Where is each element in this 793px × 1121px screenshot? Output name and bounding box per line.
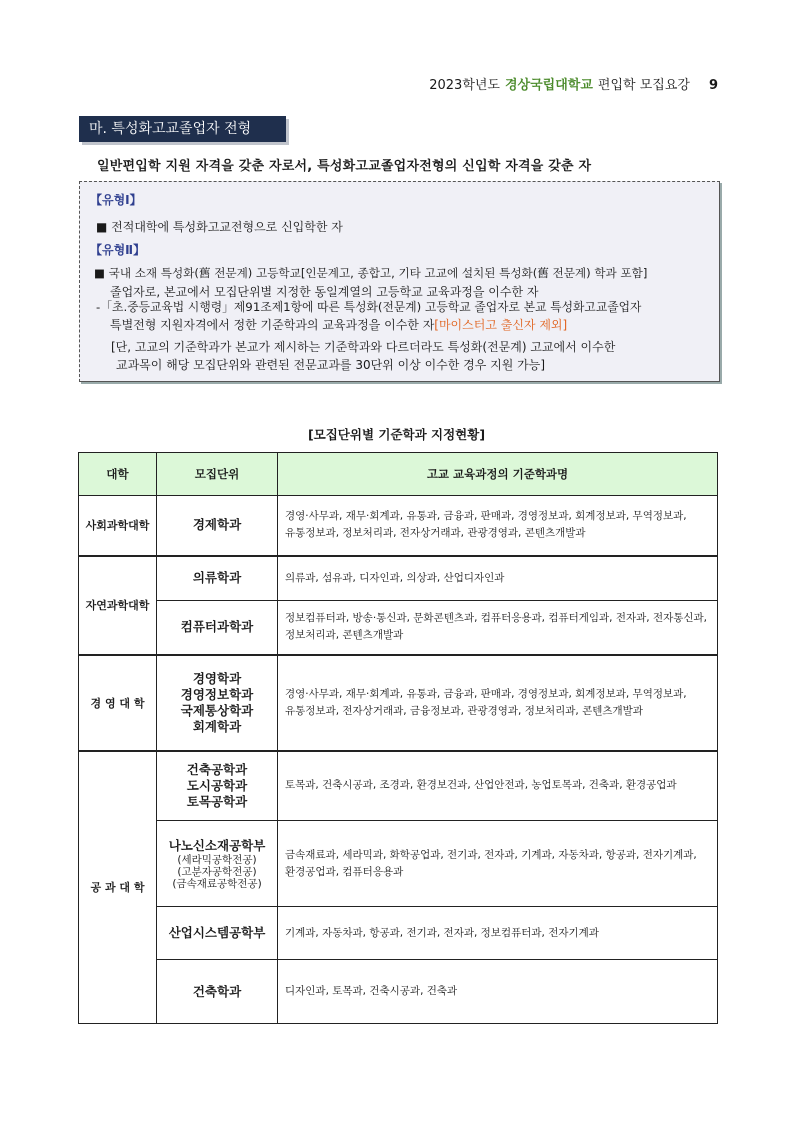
note-line1: [단, 고교의 기준학과가 본교가 제시하는 기준학과와 다르더라도 특성화(전문계) 고교에서 이수한 [111, 340, 616, 354]
type2-label: 【유형Ⅱ】 [90, 243, 146, 257]
unit-cell [157, 751, 278, 821]
unit-sub-major: (세라믹공학전공) [177, 853, 257, 866]
type1-line: ■ 전적대학에 특성화고교전형으로 신입학한 자 [96, 220, 343, 234]
section-title: 마. 특성화고교졸업자 전형 [79, 116, 286, 142]
unit-name: 건축공학과 [186, 761, 248, 777]
majors-cell [278, 751, 718, 821]
qualification-box [79, 181, 720, 382]
college-cell: 경 영 대 학 [79, 655, 157, 751]
unit-name: 토목공학과 [186, 793, 248, 809]
majors-line: 유통정보과, 전자상거래과, 금융정보과, 관광경영과, 정보처리과, 콘텐츠개발과 [285, 704, 643, 717]
table-title: [모집단위별 기준학과 지정현황] [307, 427, 486, 442]
unit-name: 건축학과 [192, 983, 242, 999]
meister-exclusion-note: [마이스터고 출신자 제외] [434, 318, 568, 332]
unit-cell [157, 821, 278, 907]
standard-department-table [78, 452, 718, 1024]
type2-line4-text: 특별전형 지원자격에서 정한 기준학과의 교육과정을 이수한 자 [110, 318, 435, 332]
table-row [79, 907, 718, 960]
majors-line: 경영·사무과, 재무·회계과, 유통과, 금융과, 판매과, 경영정보과, 회계정보과, 무역정보과, [285, 510, 687, 523]
type2-line4 [110, 315, 567, 335]
section-subtitle: 일반편입학 지원 자격을 갖춘 자로서, 특성화고교졸업자전형의 신입학 자격을 갖춘 자 [97, 159, 592, 174]
header-majors: 고교 교육과정의 기준학과명 [278, 453, 718, 496]
majors-line: 환경공업과, 컴퓨터응용과 [285, 865, 404, 878]
table-row [79, 496, 718, 556]
majors-line: 유통정보과, 정보처리과, 전자상거래과, 관광경영과, 콘텐츠개발과 [285, 527, 586, 540]
table-row [79, 655, 718, 751]
table-header-row [79, 453, 718, 496]
majors-cell [278, 601, 718, 655]
majors-line: 디자인과, 토목과, 건축시공과, 건축과 [285, 985, 458, 997]
unit-sub-major: (고분자공학전공) [177, 865, 257, 878]
unit-cell [157, 655, 278, 751]
unit-name: 국제통상학과 [180, 702, 254, 718]
unit-name: 산업시스템공학부 [168, 925, 266, 940]
page-header [429, 74, 718, 93]
type1-label: 【유형Ⅰ】 [90, 193, 142, 207]
unit-sub-major: (금속재료공학전공) [172, 877, 262, 890]
majors-cell [278, 556, 718, 601]
majors-cell [278, 821, 718, 907]
unit-name: 나노신소재공학부 [168, 837, 266, 853]
majors-line: 기계과, 자동차과, 항공과, 전기과, 전자과, 정보컴퓨터과, 전자기계과 [285, 926, 599, 939]
table-row [79, 601, 718, 655]
college-cell: 사회과학대학 [79, 496, 157, 556]
unit-name: 경제학과 [192, 517, 242, 533]
table-row [79, 960, 718, 1024]
majors-cell [278, 655, 718, 751]
page-number: 9 [708, 78, 718, 93]
college-cell: 자연과학대학 [79, 556, 157, 655]
header-unit: 모집단위 [157, 453, 278, 496]
unit-cell [157, 556, 278, 601]
unit-cell [157, 601, 278, 655]
table-row [79, 751, 718, 821]
unit-name: 회계학과 [192, 718, 242, 734]
majors-line: 금속재료과, 세라믹과, 화학공업과, 전기과, 전자과, 기계과, 자동차과, 항공과, 전자기계과, [285, 848, 697, 861]
unit-cell [157, 907, 278, 960]
majors-cell [278, 960, 718, 1024]
majors-line: 의류과, 섬유과, 디자인과, 의상과, 산업디자인과 [285, 571, 505, 584]
type2-line2: 졸업자로, 본교에서 모집단위별 지정한 동일계열의 고등학교 교육과정을 이수한 자 [110, 285, 539, 299]
unit-cell [157, 960, 278, 1024]
unit-name: 경영학과 [192, 670, 242, 686]
header-suffix: 편입학 모집요강 [597, 78, 690, 93]
majors-line: 정보컴퓨터과, 방송·통신과, 문화콘텐츠과, 컴퓨터응용과, 컴퓨터게임과, 전자과, 전자통신과, [285, 612, 708, 625]
unit-name: 의류학과 [192, 570, 242, 586]
type2-line1: ■ 국내 소재 특성화(舊 전문계) 고등학교[인문계고, 종합고, 기타 고교에 설치된 특성화(舊 전문계) 학과 포함] [94, 266, 648, 280]
header-university: 경상국립대학교 [505, 78, 593, 93]
header-college: 대학 [79, 453, 157, 496]
majors-line: 경영·사무과, 재무·회계과, 유통과, 금융과, 판매과, 경영정보과, 회계정보과, 무역정보과, [285, 687, 687, 700]
unit-cell [157, 496, 278, 556]
majors-cell [278, 907, 718, 960]
unit-name: 경영정보학과 [180, 686, 254, 702]
table-row [79, 556, 718, 601]
college-cell: 공 과 대 학 [79, 751, 157, 1024]
note-line2: 교과목이 해당 모집단위와 관련된 전문교과를 30단위 이상 이수한 경우 지원 가능] [116, 358, 546, 372]
table-row [79, 821, 718, 907]
majors-line: 토목과, 건축시공과, 조경과, 환경보건과, 산업안전과, 농업토목과, 건축과, 환경공업과 [285, 779, 677, 792]
header-year: 2023학년도 [429, 78, 500, 93]
type2-line3: -「초.중등교육법 시행령」제91조제1항에 따른 특성화(전문계) 고등학교 졸업자로 본교 특성화고교졸업자 [96, 300, 642, 314]
unit-name: 도시공학과 [186, 777, 248, 793]
unit-name: 컴퓨터과학과 [180, 619, 254, 635]
majors-cell [278, 496, 718, 556]
majors-line: 정보처리과, 콘텐츠개발과 [285, 629, 404, 642]
